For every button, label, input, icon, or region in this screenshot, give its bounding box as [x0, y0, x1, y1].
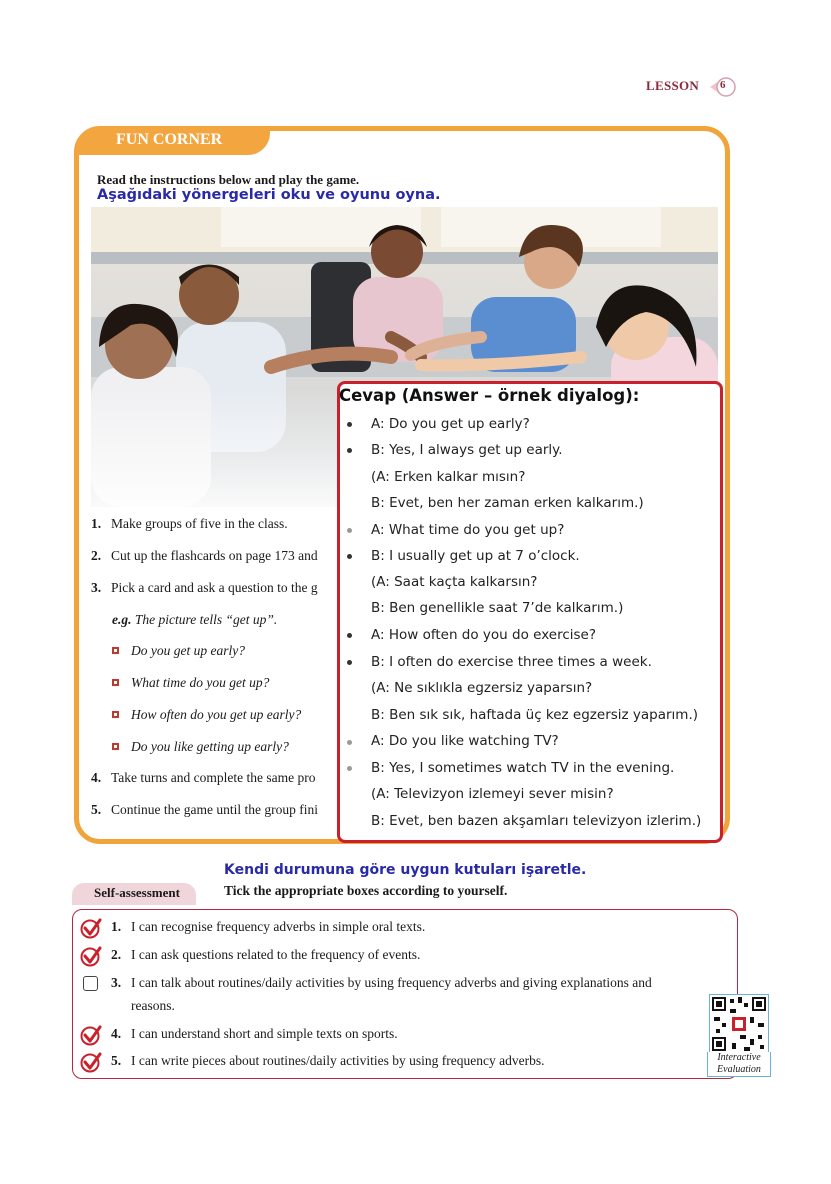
bullet-icon: [112, 647, 119, 654]
answer-title: Cevap (Answer – örnek diyalog):: [339, 386, 640, 405]
check-icon[interactable]: [80, 1051, 102, 1073]
bullet-icon: [112, 743, 119, 750]
answer-line: (A: Erken kalkar mısın?: [371, 469, 526, 485]
self-assessment-instruction-en: Tick the appropriate boxes according to yourself.: [224, 883, 508, 898]
answer-line: (A: Televizyon izlemeyi sever misin?: [371, 786, 614, 802]
answer-line: A: What time do you get up?: [371, 522, 565, 538]
answer-line: B: Yes, I always get up early.: [371, 442, 563, 458]
bullet-icon: [112, 679, 119, 686]
bullet-dot-icon: [347, 448, 352, 453]
answer-line: A: Do you get up early?: [371, 416, 530, 432]
bullet-dot-icon: [347, 766, 352, 771]
fun-corner-title: FUN CORNER: [116, 131, 223, 148]
step-3: 3. Pick a card and ask a question to the g: [91, 580, 318, 595]
step-1: 1. Make groups of five in the class.: [91, 516, 288, 531]
example-line: e.g. The picture tells “get up”.: [112, 612, 278, 627]
step-4: 4. Take turns and complete the same pro: [91, 770, 316, 785]
check-icon[interactable]: [80, 945, 102, 967]
answer-line: A: How often do you do exercise?: [371, 627, 597, 643]
instruction-en: Read the instructions below and play the game.: [97, 172, 360, 187]
answer-line: B: I often do exercise three times a week.: [371, 654, 652, 670]
answer-line: B: Ben genellikle saat 7’de kalkarım.): [371, 600, 624, 616]
self-assessment-item-3: 3. I can talk about routines/daily activities by using frequency adverbs and giving explanations and: [111, 975, 652, 990]
qr-label: Interactive Evaluation: [707, 1052, 771, 1077]
bullet-dot-icon: [347, 660, 352, 665]
self-assessment-title: Self-assessment: [94, 885, 180, 900]
bullet-dot-icon: [347, 633, 352, 638]
self-assessment-item-2: 2. I can ask questions related to the frequency of events.: [111, 947, 421, 962]
bullet-dot-icon: [347, 554, 352, 559]
self-assessment-item-5: 5. I can write pieces about routines/daily activities by using frequency adverbs.: [111, 1053, 545, 1068]
answer-line: (A: Ne sıklıkla egzersiz yaparsın?: [371, 680, 593, 696]
lesson-number: 6: [720, 79, 726, 91]
bullet-dot-icon: [347, 740, 352, 745]
answer-line: (A: Saat kaçta kalkarsın?: [371, 574, 538, 590]
step-5: 5. Continue the game until the group fini: [91, 802, 318, 817]
checkbox[interactable]: [83, 976, 98, 991]
bullet-icon: [112, 711, 119, 718]
answer-line: B: Evet, ben bazen akşamları televizyon izlerim.): [371, 813, 702, 829]
bullet-dot-icon: [347, 422, 352, 427]
check-icon[interactable]: [80, 1024, 102, 1046]
example-question: Do you like getting up early?: [112, 739, 289, 755]
instruction-tr: Aşağıdaki yönergeleri oku ve oyunu oyna.: [97, 187, 441, 203]
example-question: What time do you get up?: [112, 675, 269, 691]
self-assessment-item-1: 1. I can recognise frequency adverbs in simple oral texts.: [111, 919, 426, 934]
self-assessment-item-4: 4. I can understand short and simple texts on sports.: [111, 1026, 398, 1041]
self-assessment-item-3-cont: reasons.: [131, 998, 175, 1013]
answer-line: B: I usually get up at 7 o’clock.: [371, 548, 580, 564]
answer-line: A: Do you like watching TV?: [371, 733, 559, 749]
answer-line: B: Evet, ben her zaman erken kalkarım.): [371, 495, 644, 511]
check-icon[interactable]: [80, 917, 102, 939]
answer-line: B: Yes, I sometimes watch TV in the evening.: [371, 760, 675, 776]
answer-line: B: Ben sık sık, haftada üç kez egzersiz yaparım.): [371, 707, 699, 723]
step-2: 2. Cut up the flashcards on page 173 and: [91, 548, 318, 563]
self-assessment-instruction-tr: Kendi durumuna göre uygun kutuları işaretle.: [224, 862, 587, 878]
qr-code-icon[interactable]: [709, 994, 769, 1054]
example-question: How often do you get up early?: [112, 707, 301, 723]
bullet-dot-icon: [347, 528, 352, 533]
lesson-label: LESSON: [646, 78, 700, 93]
example-question: Do you get up early?: [112, 643, 245, 659]
